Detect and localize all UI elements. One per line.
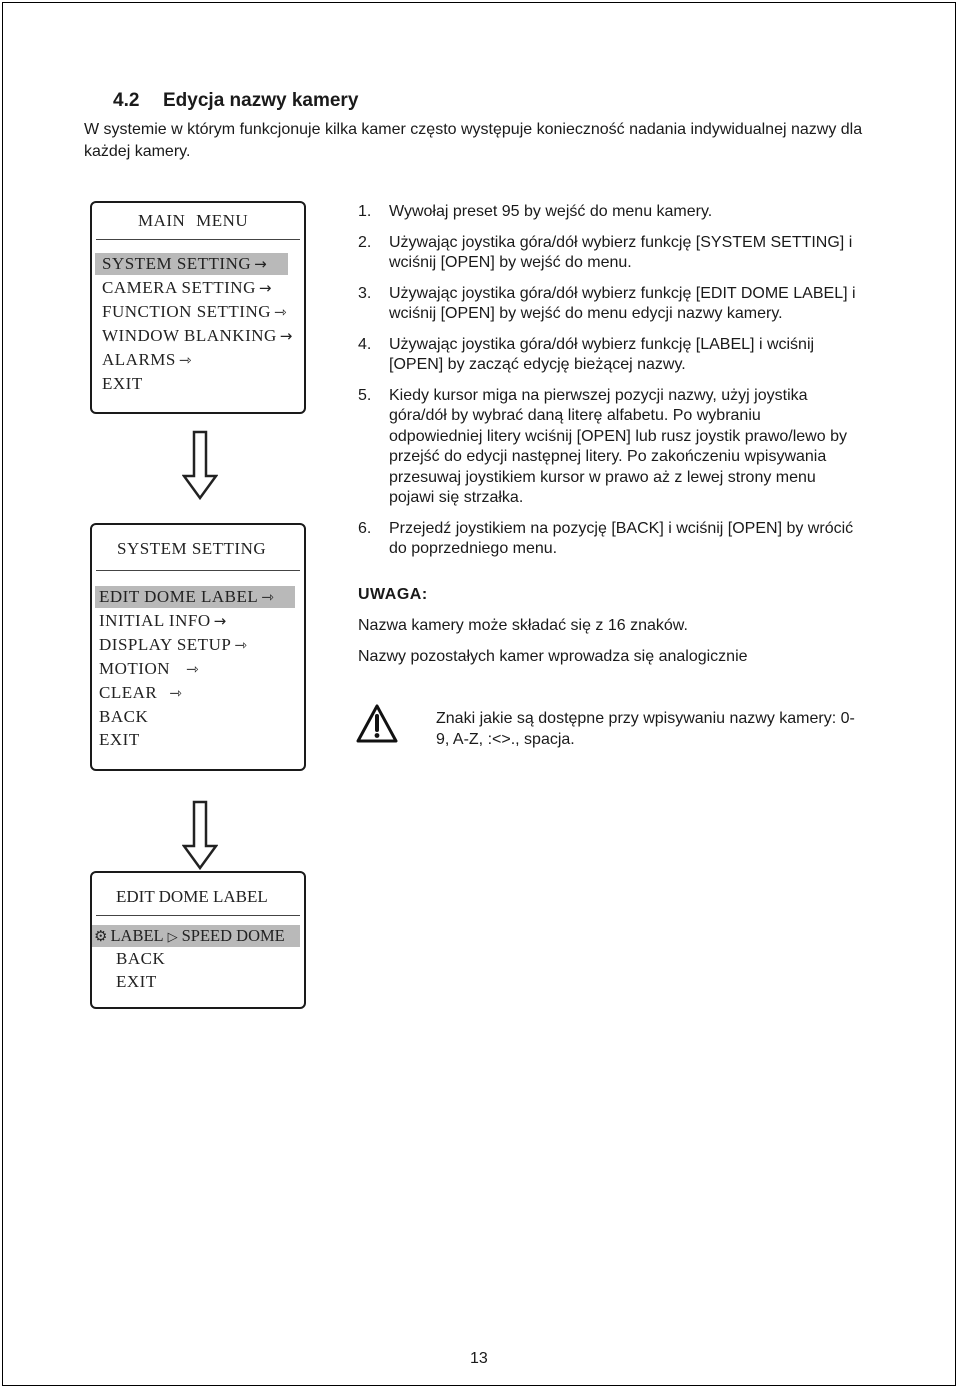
warning-triangle-icon [355, 703, 399, 745]
arrow-right-icon: ⇾ [186, 660, 200, 678]
step-item: 6. Przejedź joystikiem na pozycję [BACK] i wciśnij [OPEN] by wrócić do poprzedniego menu. [358, 519, 854, 557]
arrow-right-icon: ⇾ [274, 303, 288, 321]
arrow-right-icon: ⇾ [178, 351, 192, 369]
edit-dome-label-item-label[interactable]: ⚙ LABEL ▷ SPEED DOME [92, 925, 300, 947]
down-arrow-icon [182, 430, 218, 502]
gear-icon: ⚙ [94, 927, 108, 945]
system-setting-item-exit[interactable]: EXIT [99, 730, 140, 749]
main-menu-title: MAIN MENU [138, 211, 249, 230]
system-setting-item-clear[interactable]: CLEAR ⇾ [99, 683, 183, 702]
system-setting-item-motion[interactable]: MOTION ⇾ [99, 659, 200, 678]
main-menu-item-alarms[interactable]: ALARMS ⇾ [102, 350, 192, 369]
label-value: SPEED DOME [181, 926, 285, 945]
step-item: 1. Wywołaj preset 95 by wejść do menu kamery. [358, 203, 713, 220]
section-title: Edycja nazwy kamery [163, 90, 359, 111]
menu-divider [96, 570, 300, 571]
main-menu-item-system-setting[interactable]: SYSTEM SETTING → [95, 253, 288, 275]
system-setting-menu-title: SYSTEM SETTING [117, 539, 267, 558]
main-menu-box [90, 201, 306, 414]
step-item: 5. Kiedy kursor miga na pierwszej pozycji nazwy, użyj joystika góra/dół by wybrać daną literę alfabetu. Po wybraniu odpowiedniej litery wciśnij [OPEN] lub rusz joystik prawo/lewo by przejść do edycji następnej litery. Po zakończeniu wpisywania przesuwaj joystikiem kursor w prawo aż z lewej strony menu pojawi się strzałka. [358, 386, 847, 506]
step-item: 3. Używając joystika góra/dół wybierz funkcję [EDIT DOME LABEL] i wciśnij [OPEN] by wejść do menu edycji nazwy kamery. [358, 284, 856, 322]
edit-dome-label-item-exit[interactable]: EXIT [116, 972, 157, 991]
arrow-right-icon: → [254, 255, 268, 273]
step-item: 4. Używając joystika góra/dół wybierz funkcję [LABEL] i wciśnij [OPEN] by zacząć edycję bieżącej nazwy. [358, 335, 815, 373]
arrow-right-icon: ⇾ [169, 684, 183, 702]
edit-dome-label-menu-title: EDIT DOME LABEL [116, 887, 268, 906]
arrow-right-icon: → [258, 279, 272, 297]
main-menu-item-function-setting[interactable]: FUNCTION SETTING ⇾ [102, 302, 288, 321]
arrow-right-icon: ⇾ [261, 588, 275, 606]
menu-divider [96, 239, 300, 240]
warning-text: Znaki jakie są dostępne przy wpisywaniu nazwy kamery: 0-9, A-Z, :<>., spacja. [436, 710, 855, 748]
note-line: Nazwa kamery może składać się z 16 znaków. [358, 617, 688, 634]
step-item: 2. Używając joystika góra/dół wybierz funkcję [SYSTEM SETTING] i wciśnij [OPEN] by wejść do menu. [358, 233, 853, 271]
system-setting-item-edit-dome-label[interactable]: EDIT DOME LABEL ⇾ [95, 586, 295, 608]
menu-divider [96, 915, 300, 916]
section-heading [113, 90, 358, 112]
system-setting-menu-box [90, 523, 306, 771]
down-arrow-icon [182, 800, 218, 872]
edit-dome-label-item-back[interactable]: BACK [116, 949, 166, 968]
chevron-right-icon: ▷ [167, 930, 178, 945]
note-line: Nazwy pozostałych kamer wprowadza się analogicznie [358, 648, 748, 665]
main-menu-item-exit[interactable]: EXIT [102, 374, 143, 393]
note-heading: UWAGA: [358, 586, 428, 603]
arrow-right-icon: → [279, 327, 293, 345]
arrow-right-icon: ⇾ [234, 636, 248, 654]
intro-paragraph: W systemie w którym funkcjonuje kilka kamer często występuje konieczność nadania indywidualnej nazwy dla każdej kamery. [84, 121, 863, 160]
main-menu-item-window-blanking[interactable]: WINDOW BLANKING → [102, 326, 293, 345]
main-menu-item-camera-setting[interactable]: CAMERA SETTING → [102, 278, 272, 297]
steps-list [358, 202, 858, 570]
system-setting-item-display-setup[interactable]: DISPLAY SETUP ⇾ [99, 635, 248, 654]
section-number: 4.2 [113, 90, 140, 111]
system-setting-item-initial-info[interactable]: INITIAL INFO → [99, 611, 227, 630]
system-setting-item-back[interactable]: BACK [99, 707, 149, 726]
edit-dome-label-menu-box [90, 871, 306, 1009]
page-number: 13 [470, 1350, 488, 1367]
arrow-right-icon: → [213, 612, 227, 630]
